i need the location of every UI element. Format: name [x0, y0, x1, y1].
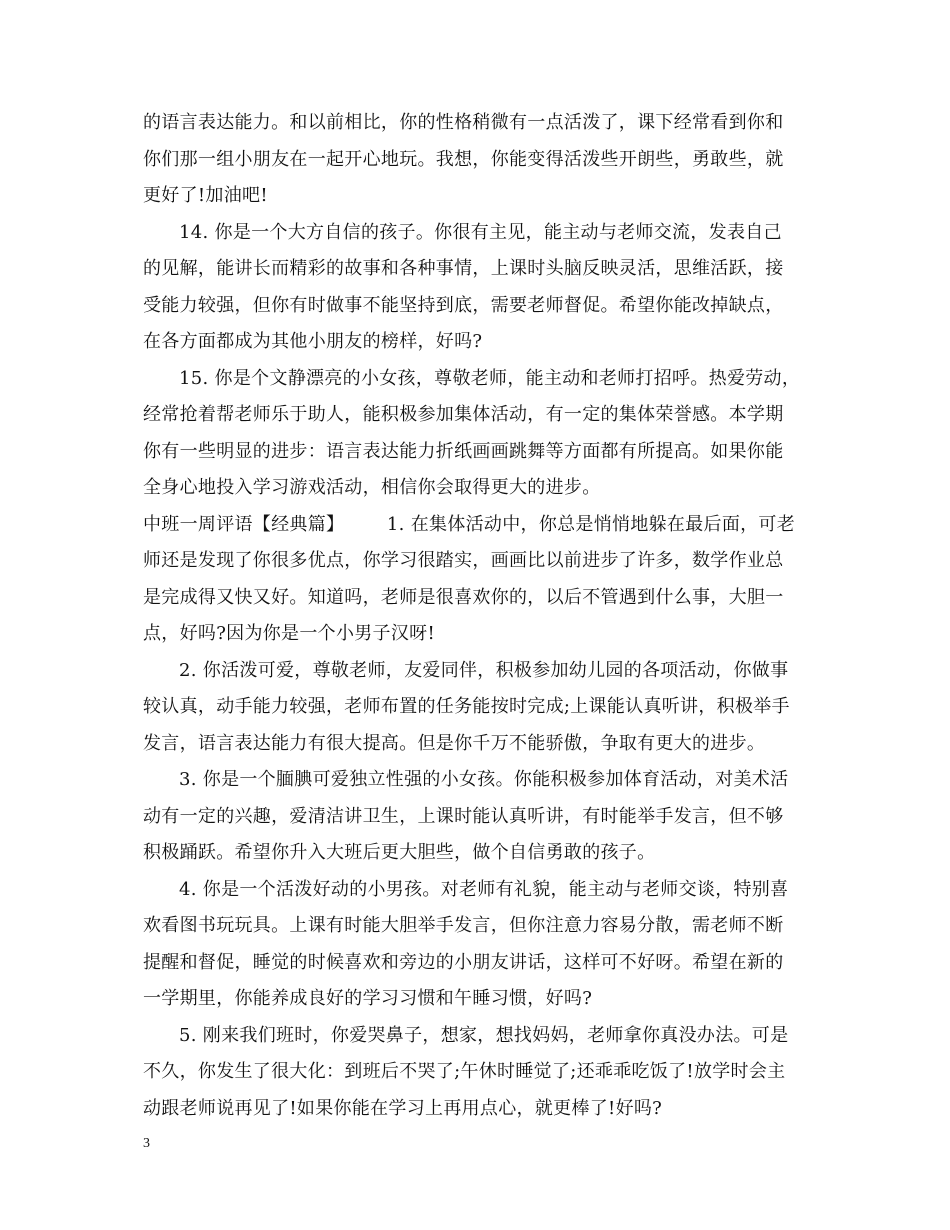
body-text: [143, 112, 823, 1134]
text-line: 不久，你发生了很大化：到班后不哭了;午休时睡觉了;还乖乖吃饭了!放学时会主: [143, 1061, 786, 1082]
text-line: 的见解，能讲长而精彩的故事和各种事情，上课时头脑反映灵活，思维活跃，接: [143, 258, 784, 279]
text-line: 2. 你活泼可爱，尊敬老师，友爱同伴，积极参加幼儿园的各项活动，你做事: [179, 659, 789, 681]
text-line: 4. 你是一个活泼好动的小男孩。对老师有礼貌，能主动与老师交谈，特别喜: [179, 878, 789, 900]
text-line: 在各方面都成为其他小朋友的榜样，好吗?: [143, 331, 483, 352]
text-line: 14. 你是一个大方自信的孩子。你很有主见，能主动与老师交流，发表自己: [179, 221, 782, 243]
text-line: 3. 你是一个腼腆可爱独立性强的小女孩。你能积极参加体育活动，对美术活: [179, 769, 789, 790]
text-line: 动跟老师说再见了!如果你能在学习上再用点心，就更棒了!好吗?: [143, 1097, 663, 1119]
text-line: 中班一周评语【经典篇】 1. 在集体活动中，你总是悄悄地躲在最后面，可老: [143, 513, 796, 535]
text-line: 你有一些明显的进步：语言表达能力折纸画画跳舞等方面都有所提高。如果你能: [143, 440, 784, 462]
text-line: 积极踊跃。希望你升入大班后更大胆些，做个自信勇敢的孩子。: [143, 842, 656, 863]
text-line: 受能力较强，但你有时做事不能坚持到底，需要老师督促。希望你能改掉缺点，: [143, 294, 784, 316]
text-line: 较认真，动手能力较强，老师布置的任务能按时完成;上课能认真听讲，积极举手: [143, 696, 790, 717]
text-line: 全身心地投入学习游戏活动，相信你会取得更大的进步。: [143, 477, 601, 498]
text-line: 5. 刚来我们班时，你爱哭鼻子，想家，想找妈妈，老师拿你真没办法。可是: [179, 1024, 789, 1046]
text-line: 动有一定的兴趣，爱清洁讲卫生，上课时能认真听讲，有时能举手发言，但不够: [143, 805, 784, 827]
text-line: 的语言表达能力。和以前相比，你的性格稍微有一点活泼了，课下经常看到你和: [143, 112, 784, 133]
text-line: 经常抢着帮老师乐于助人，能积极参加集体活动，有一定的集体荣誉感。本学期: [143, 404, 784, 425]
text-line: 是完成得又快又好。知道吗，老师是很喜欢你的，以后不管遇到什么事，大胆一: [143, 586, 784, 608]
text-line: 更好了!加油吧!: [143, 185, 268, 206]
text-line: 欢看图书玩玩具。上课有时能大胆举手发言，但你注意力容易分散，需老师不断: [143, 915, 784, 936]
text-line: 15. 你是个文静漂亮的小女孩，尊敬老师，能主动和老师打招呼。热爱劳动，: [179, 367, 801, 389]
text-line: 一学期里，你能养成良好的学习习惯和午睡习惯，好吗?: [143, 988, 593, 1009]
text-line: 发言，语言表达能力有很大提高。但是你千万不能骄傲，争取有更大的进步。: [143, 732, 766, 754]
text-line: 提醒和督促，睡觉的时候喜欢和旁边的小朋友讲话，这样可不好呀。希望在新的: [143, 951, 784, 973]
text-line: 你们那一组小朋友在一起开心地玩。我想，你能变得活泼些开朗些，勇敢些，就: [143, 148, 784, 170]
text-line: 点，好吗?因为你是一个小男子汉呀!: [143, 623, 435, 644]
page-number: 3: [143, 1136, 150, 1151]
text-line: 师还是发现了你很多优点，你学习很踏实，画画比以前进步了许多，数学作业总: [143, 550, 784, 571]
